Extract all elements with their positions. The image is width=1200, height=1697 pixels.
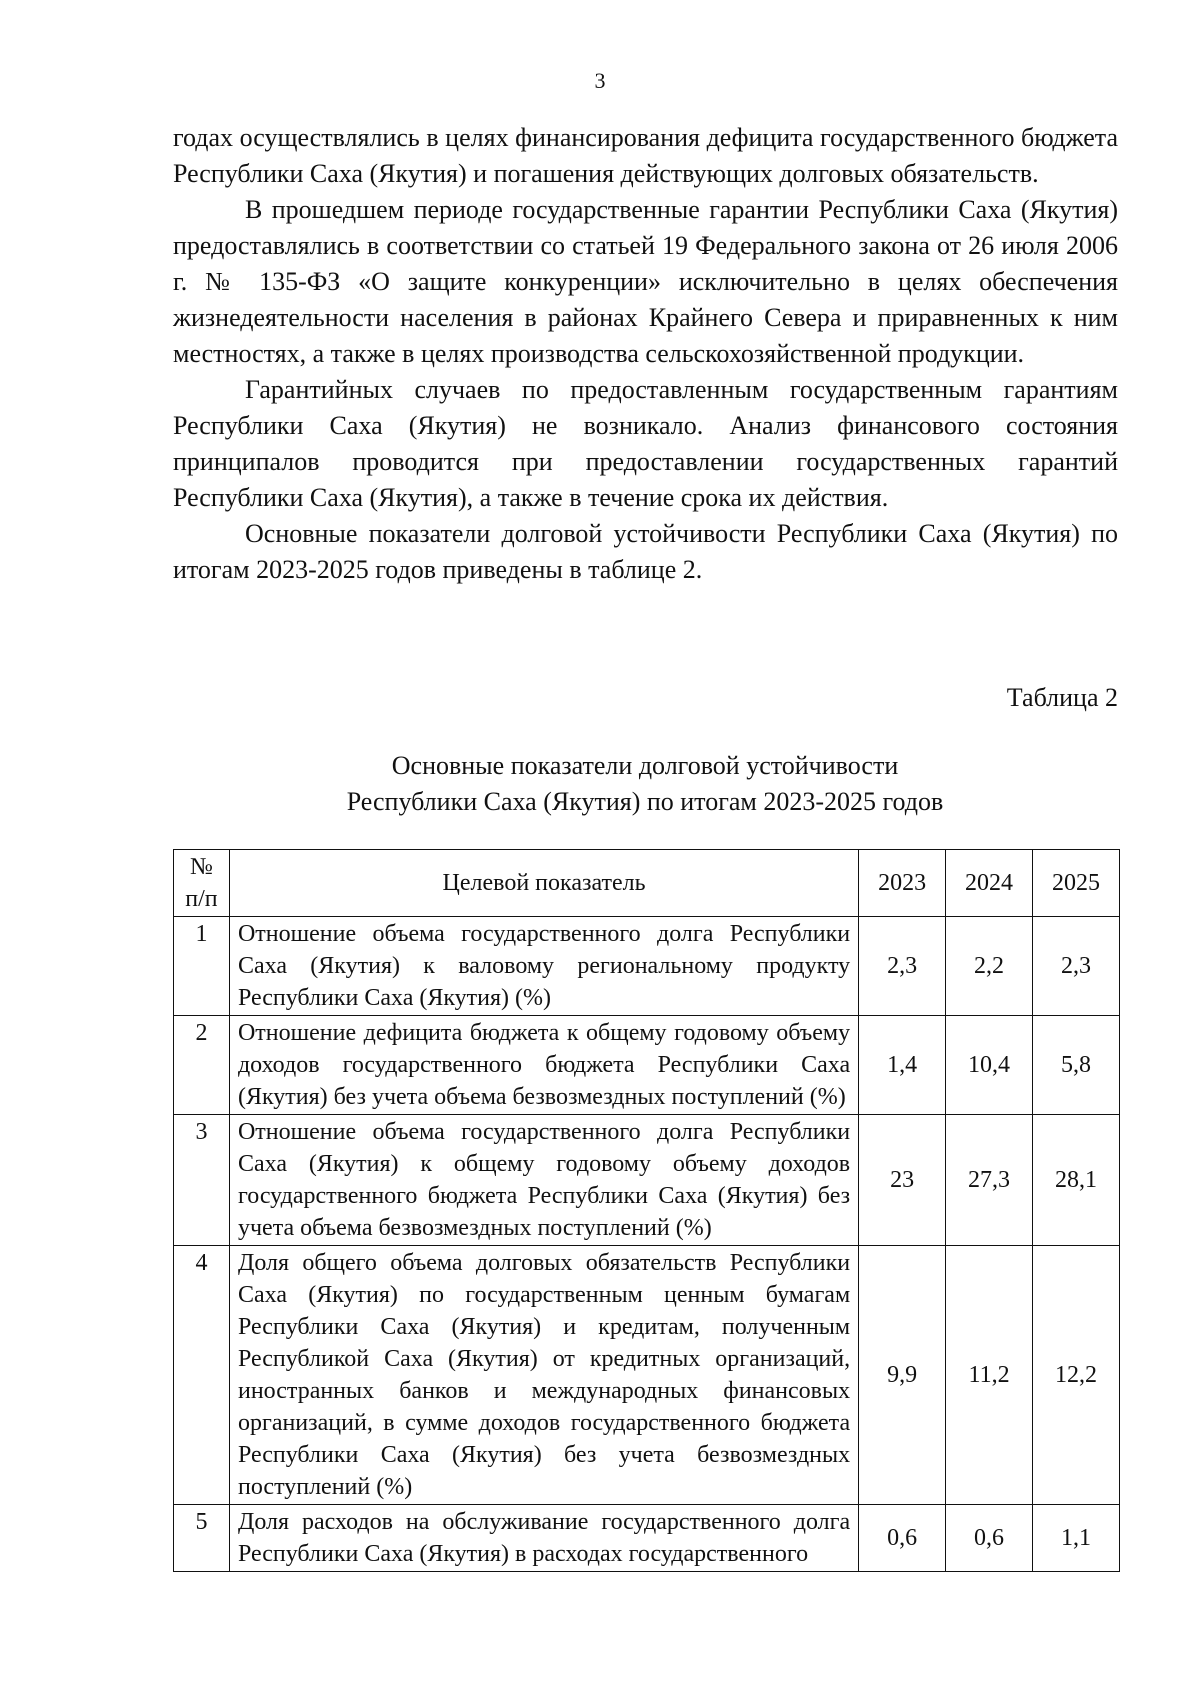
value-2023: 9,9 xyxy=(859,1246,946,1505)
value-2023: 1,4 xyxy=(859,1016,946,1115)
paragraph: Гарантийных случаев по предоставленным государственным гарантиям Республики Саха (Якутия) не возникало. Анализ финансового состояния принципалов проводится при предоставлении государственных гарантий Республики Саха (Якутия), а также в течение срока их действия. xyxy=(173,375,1118,512)
value-2025: 1,1 xyxy=(1033,1505,1120,1572)
indicators-table xyxy=(173,849,1120,1572)
value-2024: 10,4 xyxy=(946,1016,1033,1115)
row-number: 3 xyxy=(174,1115,230,1246)
header-2023: 2023 xyxy=(859,850,946,917)
value-2023: 0,6 xyxy=(859,1505,946,1572)
header-2025: 2025 xyxy=(1033,850,1120,917)
row-indicator: Отношение дефицита бюджета к общему годовому объему доходов государственного бюджета Республики Саха (Якутия) без учета объема безвозмездных поступлений (%) xyxy=(229,1016,858,1115)
page-number: 3 xyxy=(594,68,606,93)
value-2023: 2,3 xyxy=(859,917,946,1016)
value-2024: 2,2 xyxy=(946,917,1033,1016)
paragraph: Основные показатели долговой устойчивости Республики Саха (Якутия) по итогам 2023-2025 годов приведены в таблице 2. xyxy=(173,519,1118,584)
table-title xyxy=(0,748,1200,820)
value-2024: 27,3 xyxy=(946,1115,1033,1246)
row-indicator: Доля общего объема долговых обязательств Республики Саха (Якутия) по государственным ценным бумагам Республики Саха (Якутия) и кредитам, полученным Республикой Саха (Якутия) от кредитных организаций, иностранных банков и международных финансовых организаций, в сумме доходов государственного бюджета Республики Саха (Якутия) без учета безвозмездных поступлений (%) xyxy=(229,1246,858,1505)
table-header-row xyxy=(174,850,1120,917)
table-label: Таблица 2 xyxy=(1006,683,1118,712)
value-2024: 0,6 xyxy=(946,1505,1033,1572)
row-indicator: Доля расходов на обслуживание государственного долга Республики Саха (Якутия) в расходах государственного xyxy=(229,1505,858,1572)
table-row xyxy=(174,1115,1120,1246)
row-number: 5 xyxy=(174,1505,230,1572)
header-indicator: Целевой показатель xyxy=(229,850,858,917)
table-row xyxy=(174,917,1120,1016)
table-row xyxy=(174,1016,1120,1115)
value-2023: 23 xyxy=(859,1115,946,1246)
header-2024: 2024 xyxy=(946,850,1033,917)
table-row xyxy=(174,1246,1120,1505)
paragraph: В прошедшем периоде государственные гарантии Республики Саха (Якутия) предоставлялись в соответствии со статьей 19 Федерального закона от 26 июля 2006 г. № 135-ФЗ «О защите конкуренции» исключительно в целях обеспечения жизнедеятельности населения в районах Крайнего Севера и приравненных к ним местностях, а также в целях производства сельскохозяйственной продукции. xyxy=(173,195,1118,368)
value-2025: 2,3 xyxy=(1033,917,1120,1016)
body-text xyxy=(173,120,1118,588)
row-indicator: Отношение объема государственного долга Республики Саха (Якутия) к валовому региональному продукту Республики Саха (Якутия) (%) xyxy=(229,917,858,1016)
row-number: 2 xyxy=(174,1016,230,1115)
value-2025: 28,1 xyxy=(1033,1115,1120,1246)
row-indicator: Отношение объема государственного долга Республики Саха (Якутия) к общему годовому объему доходов государственного бюджета Республики Саха (Якутия) без учета объема безвозмездных поступлений (%) xyxy=(229,1115,858,1246)
table-title-line: Основные показатели долговой устойчивости xyxy=(391,751,899,780)
table-row xyxy=(174,1505,1120,1572)
value-2025: 12,2 xyxy=(1033,1246,1120,1505)
header-num: № п/п xyxy=(174,850,230,917)
table-title-line: Республики Саха (Якутия) по итогам 2023-2025 годов xyxy=(346,787,944,816)
value-2025: 5,8 xyxy=(1033,1016,1120,1115)
row-number: 1 xyxy=(174,917,230,1016)
paragraph: годах осуществлялись в целях финансирования дефицита государственного бюджета Республики Саха (Якутия) и погашения действующих долговых обязательств. xyxy=(173,123,1118,188)
row-number: 4 xyxy=(174,1246,230,1505)
value-2024: 11,2 xyxy=(946,1246,1033,1505)
